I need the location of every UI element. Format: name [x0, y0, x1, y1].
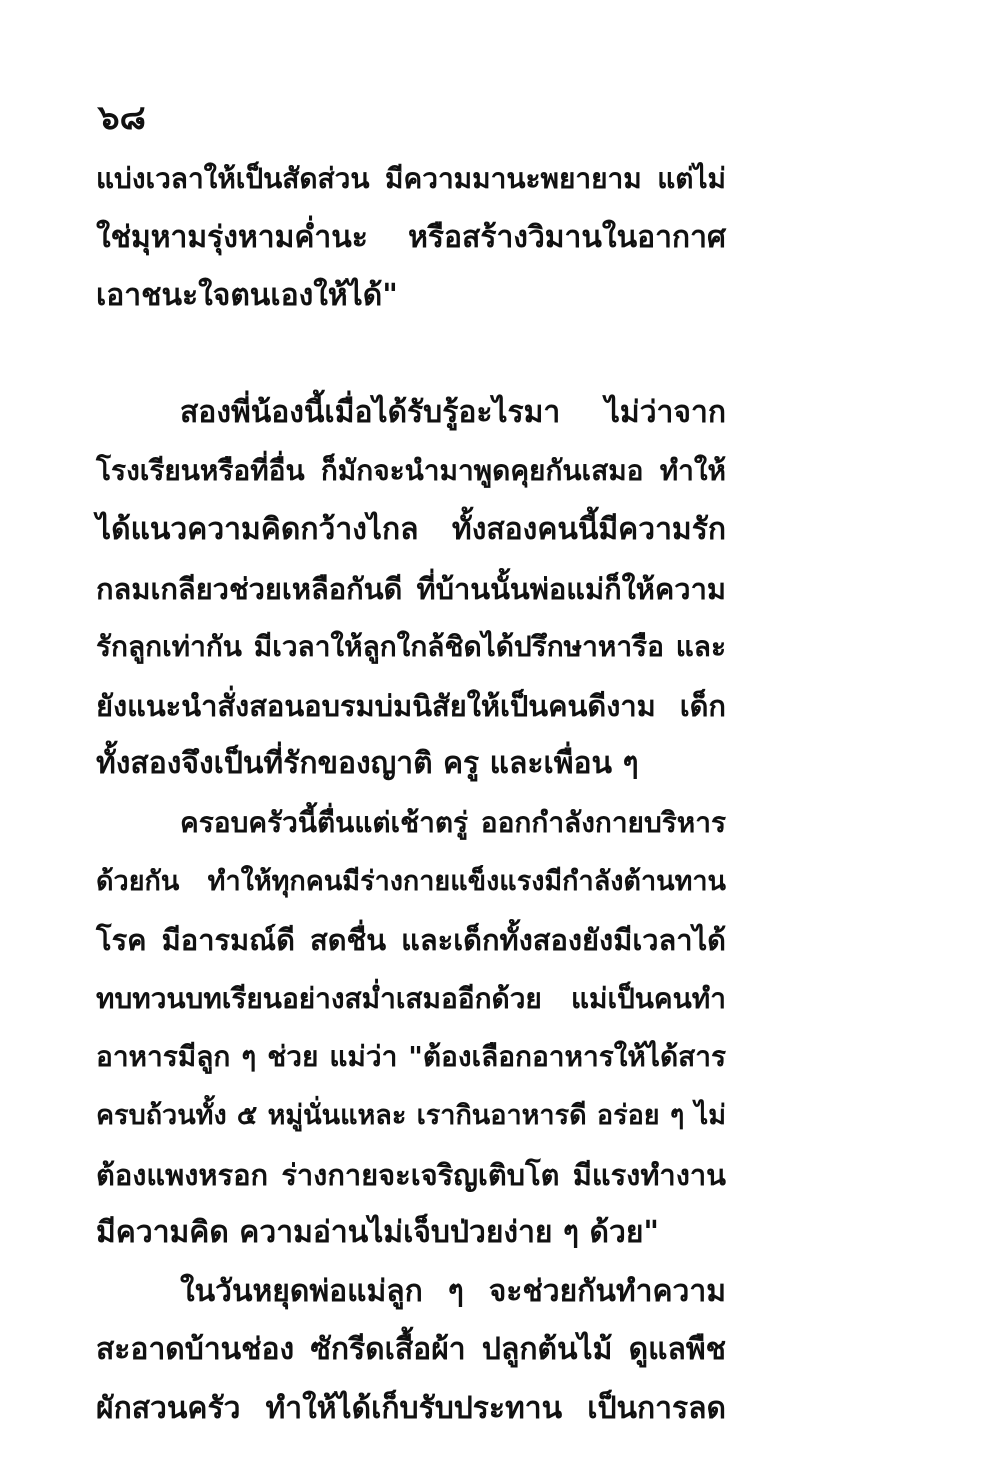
text-line: ผักสวนครัว ทำให้ได้เก็บรับประทาน เป็นการลด [96, 1390, 726, 1426]
text-line: ด้วยกัน ทำให้ทุกคนมีร่างกายแข็งแรงมีกำลังต้านทาน [96, 865, 726, 897]
paragraph-1 [96, 150, 726, 326]
text-line: โรค มีอารมณ์ดี สดชื่น และเด็กทั้งสองยังมีเวลาได้ [96, 923, 726, 958]
paragraph-2 [96, 384, 726, 794]
text-line: ทบทวนบทเรียนอย่างสม่ำเสมออีกด้วย แม่เป็นคนทำ [96, 981, 726, 1015]
body-text [96, 150, 726, 1438]
text-line: แบ่งเวลาให้เป็นสัดส่วน มีความมานะพยายาม แต่ไม่ [96, 162, 726, 195]
text-line: ยังแนะนำสั่งสอนอบรมบ่มนิสัยให้เป็นคนดีงาม เด็ก [96, 688, 726, 723]
text-line: ทั้งสองจึงเป็นที่รักของญาติ ครู และเพื่อน ๆ [96, 746, 639, 782]
text-line: เอาชนะใจตนเองให้ได้" [96, 278, 398, 314]
text-line: ต้องแพงหรอก ร่างกายจะเจริญเติบโต มีแรงทำงาน [96, 1157, 726, 1192]
text-line: สองพี่น้องนี้เมื่อได้รับรู้อะไรมา ไม่ว่าจาก [180, 394, 726, 430]
text-line: ในวันหยุดพ่อแม่ลูก ๆ จะช่วยกันทำความ [180, 1273, 726, 1309]
text-line: อาหารมีลูก ๆ ช่วย แม่ว่า "ต้องเลือกอาหารให้ได้สาร [96, 1040, 726, 1074]
text-line: โรงเรียนหรือที่อื่น ก็มักจะนำมาพูดคุยกันเสมอ ทำให้ [96, 454, 726, 488]
text-line: สะอาดบ้านช่อง ซักรีดเสื้อผ้า ปลูกต้นไม้ ดูแลพืช [96, 1332, 726, 1368]
text-line: ใช่มุหามรุ่งหามค่ำนะ หรือสร้างวิมานในอากาศ [96, 219, 726, 255]
text-line: ครอบครัวนี้ตื่นแต่เช้าตรู่ ออกกำลังกายบริหาร [180, 805, 726, 839]
text-line: มีความคิด ความอ่านไม่เจ็บป่วยง่าย ๆ ด้วย" [96, 1215, 660, 1251]
paragraph-spacer [96, 326, 726, 384]
paragraph-4 [96, 1263, 726, 1439]
text-line: กลมเกลียวช่วยเหลือกันดี ที่บ้านนั้นพ่อแม่ก็ให้ความ [96, 571, 726, 606]
paragraph-3 [96, 794, 726, 1263]
text-line: รักลูกเท่ากัน มีเวลาให้ลูกใกล้ชิดได้ปรึกษาหารือ และ [96, 630, 726, 664]
text-line: ได้แนวความคิดกว้างไกล ทั้งสองคนนี้มีความรัก [96, 511, 726, 547]
page-number: ๖๘ [98, 98, 146, 138]
text-line: ครบถ้วนทั้ง ๕ หมู่นั่นแหละ เรากินอาหารดี อร่อย ๆ ไม่ [96, 1099, 726, 1131]
